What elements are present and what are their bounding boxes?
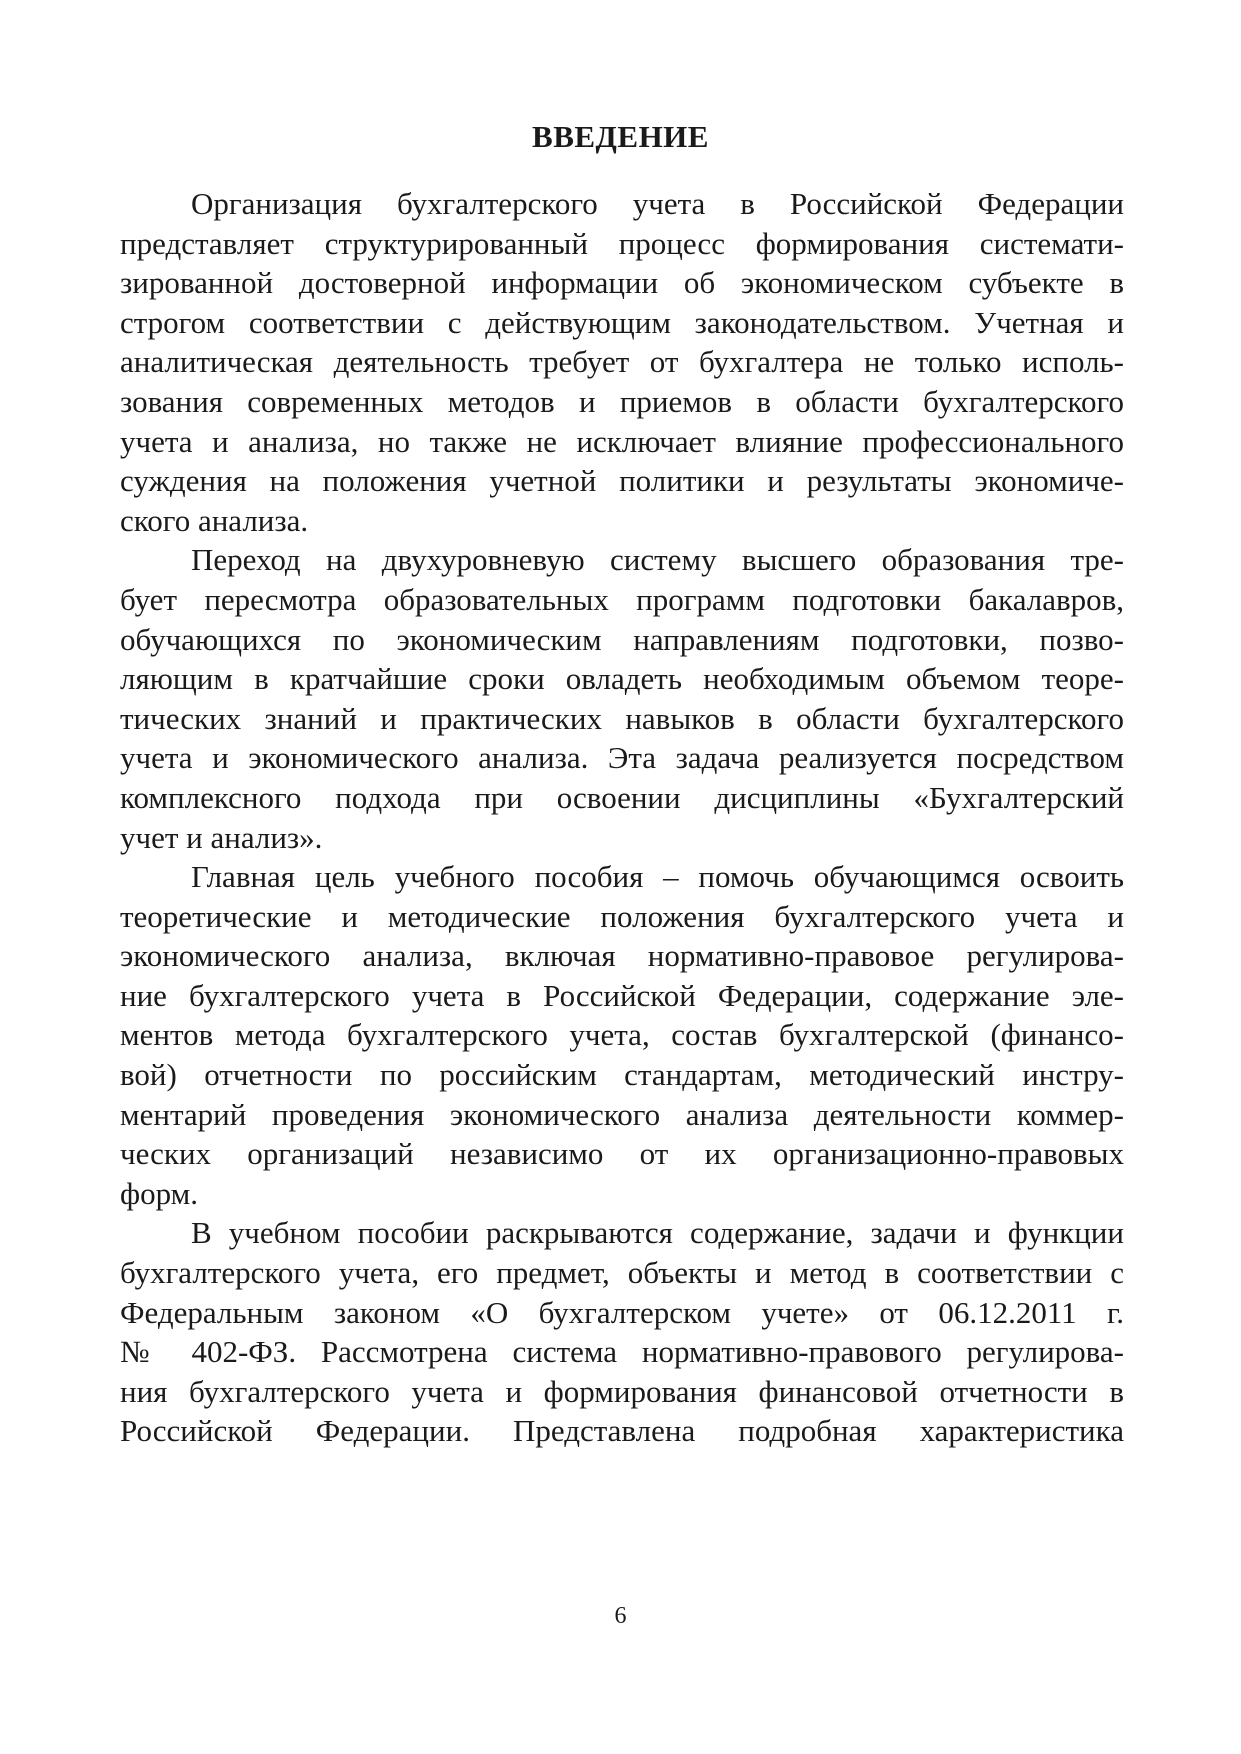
text-line: учета и экономического анализа. Эта задача реализуется посредством <box>120 740 1124 776</box>
text-line: форм. <box>120 1175 198 1211</box>
text-line: суждения на положения учетной политики и результаты экономиче- <box>120 463 1124 499</box>
text-line: Российской Федерации. Представлена подробная характеристика <box>120 1413 1124 1449</box>
text-line: Организация бухгалтерского учета в Российской Федерации <box>191 186 1124 221</box>
text-line: бует пересмотра образовательных программ подготовки бакалавров, <box>120 581 1124 617</box>
text-line: учет и анализ». <box>120 819 323 855</box>
text-line: тических знаний и практических навыков в области бухгалтерского <box>120 700 1124 736</box>
text-line: строгом соответствии с действующим законодательством. Учетная и <box>120 304 1124 340</box>
text-line: комплексного подхода при освоении дисциплины «Бухгалтерский <box>120 779 1124 815</box>
text-line: ментарий проведения экономического анализа деятельности коммер- <box>120 1096 1124 1132</box>
paragraph-2 <box>120 540 1124 857</box>
text-line: зированной достоверной информации об экономическом субъекте в <box>120 265 1124 301</box>
text-line: Главная цель учебного пособия – помочь обучающимся освоить <box>191 859 1124 895</box>
text-line: ментов метода бухгалтерского учета, состав бухгалтерской (финансо- <box>120 1017 1124 1053</box>
text-line: теоретические и методические положения бухгалтерского учета и <box>120 898 1124 934</box>
text-line: В учебном пособии раскрываются содержание, задачи и функции <box>191 1215 1124 1251</box>
paragraph-4 <box>120 1213 1124 1451</box>
text-line: ние бухгалтерского учета в Российской Федерации, содержание эле- <box>120 977 1124 1013</box>
text-line: вой) отчетности по российским стандартам, методический инстру- <box>120 1057 1124 1093</box>
text-line: зования современных методов и приемов в области бухгалтерского <box>120 383 1124 419</box>
text-line: ческих организаций независимо от их организационно-правовых <box>120 1136 1124 1172</box>
text-line: ского анализа. <box>120 502 309 538</box>
page-number: 6 <box>614 1603 627 1629</box>
text-line: ния бухгалтерского учета и формирования финансовой отчетности в <box>120 1373 1124 1409</box>
text-line: экономического анализа, включая нормативно-правовое регулирова- <box>120 938 1124 974</box>
text-line: ляющим в кратчайшие сроки овладеть необходимым объемом теоре- <box>120 661 1124 697</box>
section-heading: ВВЕДЕНИЕ <box>532 119 709 154</box>
text-line: Переход на двухуровневую систему высшего образования тре- <box>191 542 1124 578</box>
text-line: аналитическая деятельность требует от бухгалтера не только исполь- <box>120 344 1124 380</box>
text-line: обучающихся по экономическим направлениям подготовки, позво- <box>120 621 1124 657</box>
text-line: Федеральным законом «О бухгалтерском учете» от 06.12.2011 г. <box>120 1294 1124 1330</box>
paragraph-1 <box>120 184 1124 540</box>
text-line: представляет структурированный процесс формирования системати- <box>120 225 1124 261</box>
text-line: бухгалтерского учета, его предмет, объекты и метод в соответствии с <box>120 1255 1124 1291</box>
text-line: учета и анализа, но также не исключает влияние профессионального <box>120 423 1124 459</box>
paragraph-3 <box>120 857 1124 1213</box>
text-line: № 402-ФЗ. Рассмотрена система нормативно-правового регулирова- <box>120 1334 1124 1370</box>
body-text <box>120 184 1124 1451</box>
